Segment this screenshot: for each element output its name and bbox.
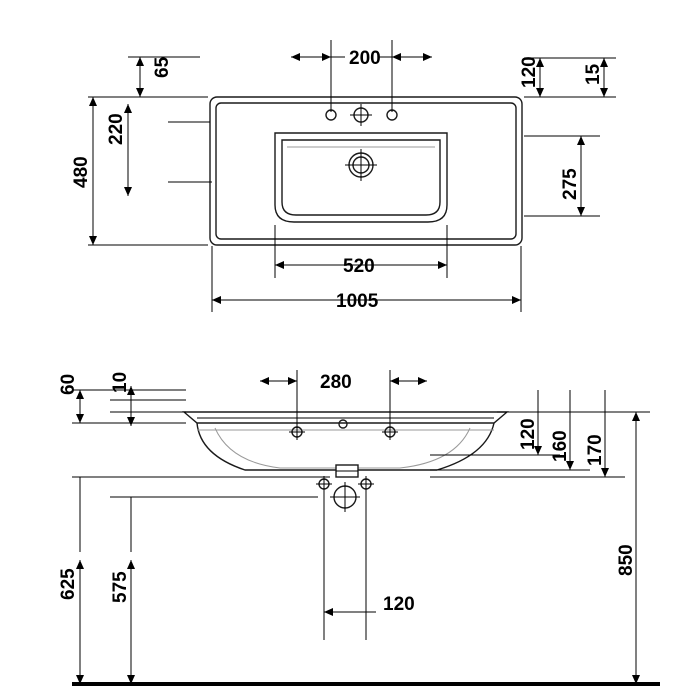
dim-label-tv-120: 120 bbox=[519, 56, 540, 88]
dim-label-tv-65: 65 bbox=[152, 56, 173, 78]
dim-label-fv-120-right: 120 bbox=[518, 418, 539, 450]
dim-label-tv-1005: 1005 bbox=[336, 291, 379, 312]
dim-label-tv-220: 220 bbox=[106, 113, 127, 145]
dim-label-tv-520: 520 bbox=[343, 256, 375, 277]
dim-label-fv-625: 625 bbox=[58, 568, 79, 600]
dim-label-tv-15: 15 bbox=[583, 63, 604, 85]
dim-label-fv-120-bottom: 120 bbox=[383, 594, 415, 615]
dim-label-tv-275: 275 bbox=[560, 168, 581, 200]
dim-label-fv-160: 160 bbox=[550, 430, 571, 462]
dim-label-fv-60: 60 bbox=[58, 373, 79, 395]
dim-label-fv-850: 850 bbox=[616, 544, 637, 576]
dim-label-fv-575: 575 bbox=[110, 571, 131, 603]
dim-label-tv-200: 200 bbox=[349, 48, 381, 69]
dim-label-tv-480: 480 bbox=[71, 156, 92, 188]
dim-label-fv-10: 10 bbox=[110, 371, 131, 393]
top-view-basin bbox=[210, 97, 522, 245]
dim-label-fv-170: 170 bbox=[585, 434, 606, 466]
dim-label-fv-280: 280 bbox=[320, 372, 352, 393]
